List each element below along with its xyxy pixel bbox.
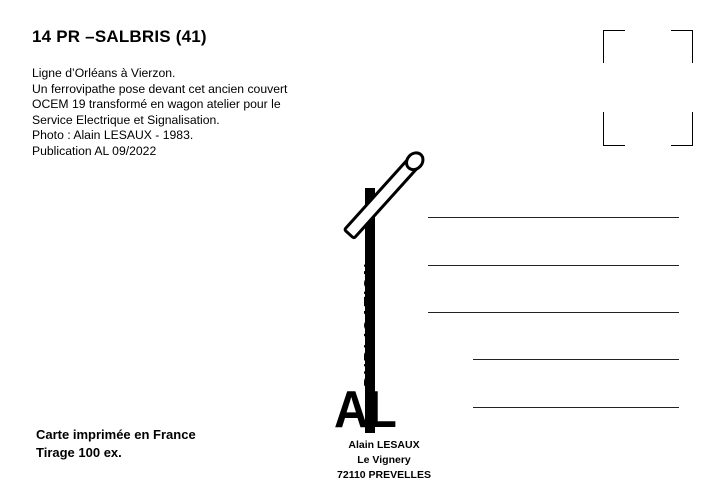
publisher-postcode-city: 72110 PREVELLES	[337, 469, 431, 481]
stamp-corner	[603, 30, 625, 63]
logo-publication-word: PUBLICATION	[362, 263, 379, 388]
print-info	[36, 426, 196, 462]
print-run-text: Tirage 100 ex.	[36, 445, 122, 460]
stamp-corner	[671, 112, 693, 146]
address-line	[473, 407, 679, 408]
caption-line: OCEM 19 transformé en wagon atelier pour le	[32, 97, 281, 111]
logo-monogram: AL	[334, 381, 396, 439]
card-title: 14 PR –SALBRIS (41)	[32, 27, 207, 46]
stamp-corner	[671, 30, 693, 63]
publisher-address	[326, 438, 442, 483]
address-line	[428, 217, 679, 218]
address-line	[428, 265, 679, 266]
caption-line: Un ferrovipathe pose devant cet ancien couvert	[32, 81, 288, 96]
caption-line: Ligne d’Orléans à Vierzon.	[32, 66, 176, 80]
publisher-place: Le Vignery	[357, 454, 411, 466]
card-caption	[32, 66, 352, 159]
printed-in-text: Carte imprimée en France	[36, 427, 196, 442]
address-line	[473, 359, 679, 360]
caption-line: Service Electrique et Signalisation.	[32, 112, 220, 127]
publisher-name: Alain LESAUX	[348, 439, 420, 451]
stamp-corner	[603, 112, 625, 146]
address-line	[428, 312, 679, 313]
caption-line: Photo : Alain LESAUX - 1983.	[32, 128, 194, 142]
caption-line: Publication AL 09/2022	[32, 143, 157, 158]
